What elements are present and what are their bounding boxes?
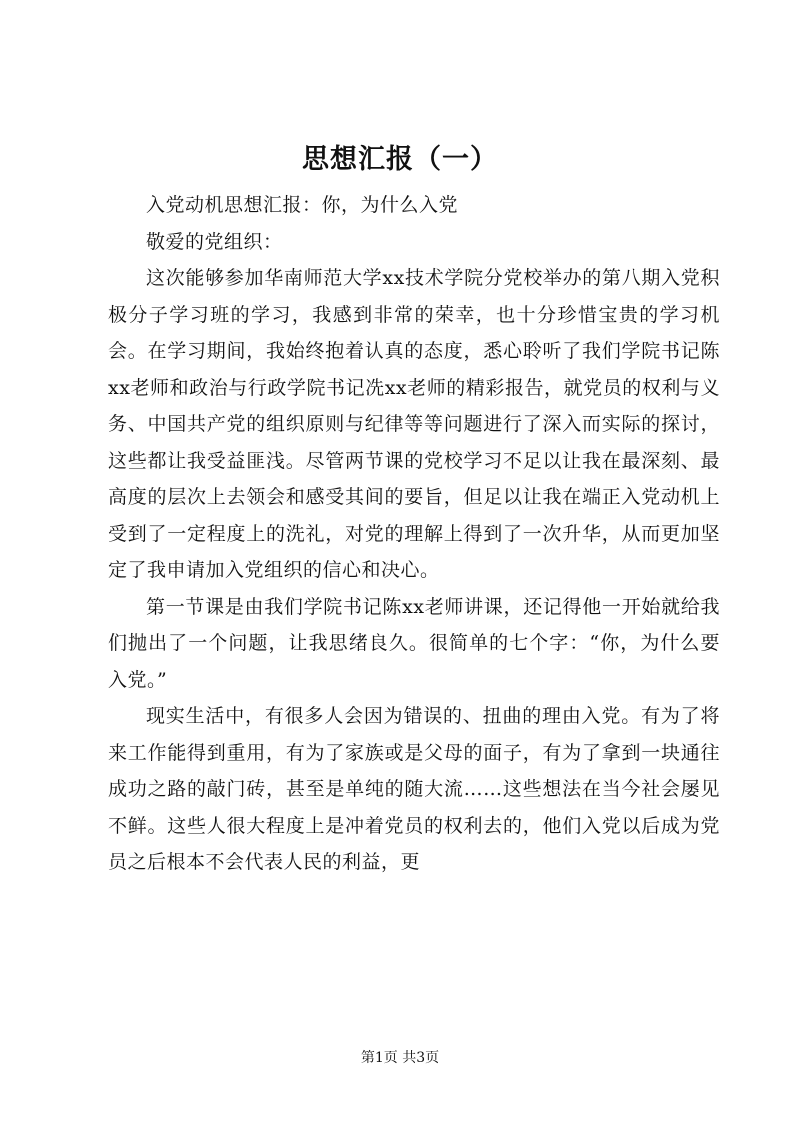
page-title: 思想汇报（一） [302, 144, 498, 175]
document-body [108, 187, 720, 881]
paragraph-subtitle: 入党动机思想汇报：你，为什么入党 [146, 194, 459, 216]
page-number-footer: 第1页 共3页 [360, 1050, 440, 1066]
paragraph-body: 这次能够参加华南师范大学xx技术学院分党校举办的第八期入党积极分子学习班的学习，我感到非常的荣幸，也十分珍惜宝贵的学习机会。在学习期间，我始终抱着认真的态度，悉心聆听了我们学院书记陈xx老师和政治与行政学院书记冼xx老师的精彩报告，就党员的权利与义务、中国共产党的组织原则与纪律等等问题进行了深入而实际的探讨，这些都让我受益匪浅。尽管两节课的党校学习不足以让我在最深刻、最高度的层次上去领会和感受其间的要旨，但足以让我在端正入党动机上受到了一定程度上的洗礼，对党的理解上得到了一次升华，从而更加坚定了我申请加入党组织的信心和决心。 [108, 267, 720, 581]
paragraph-salutation: 敬爱的党组织： [146, 230, 283, 253]
paragraph-body: 现实生活中，有很多人会因为错误的、扭曲的理由入党。有为了将来工作能得到重用，有为了家族或是父母的面子，有为了拿到一块通往成功之路的敲门砖，甚至是单纯的随大流……这些想法在当今社会屡见不鲜。这些人很大程度上是冲着党员的权利去的，他们入党以后成为党员之后根本不会代表人民的利益，更 [108, 705, 720, 873]
paragraph-body: 第一节课是由我们学院书记陈xx老师讲课，还记得他一开始就给我们抛出了一个问题，让我思绪良久。很简单的七个字：“你，为什么要入党。” [108, 595, 720, 691]
